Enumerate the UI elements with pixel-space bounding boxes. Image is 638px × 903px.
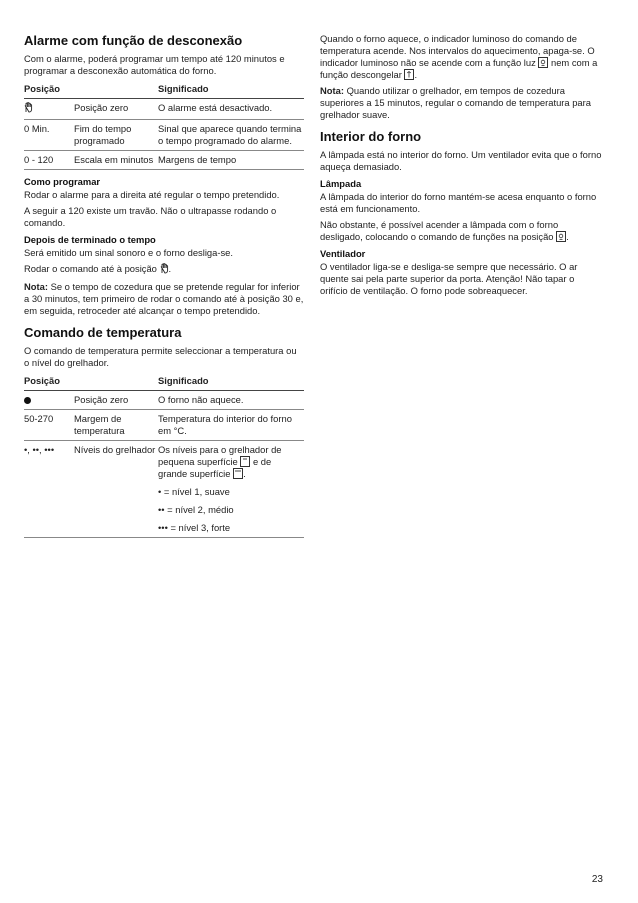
alarm-table [24, 81, 304, 170]
temp-row-name: Níveis do grelhador [74, 443, 156, 455]
level-2-text: •• = nível 2, médio [158, 504, 234, 516]
light-icon [538, 57, 548, 68]
large-grill-icon [233, 468, 243, 479]
lampada-p2: Não obstante, é possível acender a lâmpada com o forno desligado, colocando o comando de funções na posição . [320, 219, 569, 243]
temp-th-meaning: Significado [158, 373, 304, 391]
table-row [24, 519, 304, 538]
temp-row-pos: 50-270 [24, 409, 74, 440]
temp-row-name: Posição zero [74, 390, 158, 409]
temp-row-meaning: Temperatura do interior do forno em °C. [158, 409, 304, 440]
table-row [24, 501, 304, 519]
temp-row-meaning: O forno não aquece. [158, 390, 304, 409]
level-3-text: ••• = nível 3, forte [158, 519, 304, 538]
alarm-row-name: Fim do tempo programado [74, 119, 158, 150]
left-column [24, 33, 304, 544]
table-row [24, 390, 304, 409]
alarm-note: Nota: Se o tempo de cozedura que se pretende regular for inferior a 30 minutos, tem primeiro de rodar o comando até à posição 30 e, em seguida, retroceder até alcançar o tempo pretendido. [24, 281, 304, 317]
temp-th-position: Posição [24, 373, 158, 391]
programar-p1: Rodar o alarme para a direita até regular o tempo pretendido. [24, 188, 280, 200]
alarm-row-meaning: Margens de tempo [158, 150, 304, 169]
alarm-row-pos: 0 Min. [24, 119, 74, 150]
interior-paragraph: A lâmpada está no interior do forno. Um ventilador evita que o forno aqueça demasiado. [320, 148, 602, 172]
ventilador-paragraph: O ventilador liga-se e desliga-se sempre que necessário. O ar quente sai pela parte superior da porta. Atenção! Não tapar o orifício de ventilação. O forno pode sobreaquecer. [320, 261, 578, 297]
hand-icon [24, 102, 33, 116]
depois-p1: Será emitido um sinal sonoro e o forno desliga-se. [24, 247, 233, 258]
zero-dot-icon [24, 397, 31, 404]
alarm-row-meaning: Sinal que aparece quando termina o tempo programado do alarme. [158, 119, 304, 150]
lampada-p1: A lâmpada do interior do forno mantém-se acesa enquanto o forno está em funcionamento. [320, 190, 597, 214]
alarm-row-meaning: O alarme está desactivado. [158, 98, 304, 119]
level-1-text: • = nível 1, suave [158, 486, 230, 498]
small-grill-icon [240, 456, 250, 467]
interior-section-title: Interior do forno [320, 129, 422, 145]
alarm-row-pos: 0 - 120 [24, 150, 74, 169]
hand-icon [160, 263, 169, 277]
indicator-paragraph: Quando o forno aquece, o indicador luminoso do comando de temperatura acende. Nos intervalos do aquecimento, apaga-se. O indicador luminoso não se acende com a função luz nem com a função descongelar . [320, 33, 598, 81]
table-row [24, 440, 304, 483]
depois-heading: Depois de terminado o tempo [24, 233, 156, 245]
page-number: 23 [591, 874, 603, 886]
temp-section-title: Comando de temperatura [24, 325, 182, 341]
programar-p2: A seguir a 120 existe um travão. Não o ultrapasse rodando o comando. [24, 204, 277, 228]
grill-note: Nota: Quando utilizar o grelhador, em tempos de cozedura superiores a 15 minutos, regular o comando de temperatura para grelhador suave. [320, 85, 591, 121]
depois-p2: Rodar o comando até à posição . [24, 263, 304, 277]
right-column [320, 33, 602, 301]
programar-heading: Como programar [24, 175, 101, 187]
temp-row-name: Margem de temperatura [74, 409, 158, 440]
temp-intro: O comando de temperatura permite seleccionar a temperatura ou o nível do grelhador. [24, 344, 297, 368]
alarm-th-position: Posição [24, 81, 158, 99]
lampada-heading: Lâmpada [320, 177, 362, 189]
alarm-th-meaning: Significado [158, 81, 304, 99]
table-row [24, 483, 304, 501]
light-icon [556, 231, 566, 242]
table-row [24, 409, 304, 440]
alarm-row-name: Posição zero [74, 98, 158, 119]
alarm-section-title: Alarme com função de desconexão [24, 33, 243, 48]
temp-row-meaning: Os níveis para o grelhador de pequena superfície e de grande superfície . [158, 443, 282, 480]
temp-row-pos: •, ••, ••• [24, 443, 55, 455]
table-row [24, 98, 304, 119]
alarm-intro: Com o alarme, poderá programar um tempo até 120 minutos e programar a desconexão automática do forno. [24, 52, 285, 76]
table-row [24, 150, 304, 169]
defrost-icon [404, 69, 414, 80]
alarm-row-name: Escala em minutos [74, 150, 158, 169]
temp-table [24, 373, 304, 538]
table-row [24, 119, 304, 150]
ventilador-heading: Ventilador [320, 248, 366, 260]
